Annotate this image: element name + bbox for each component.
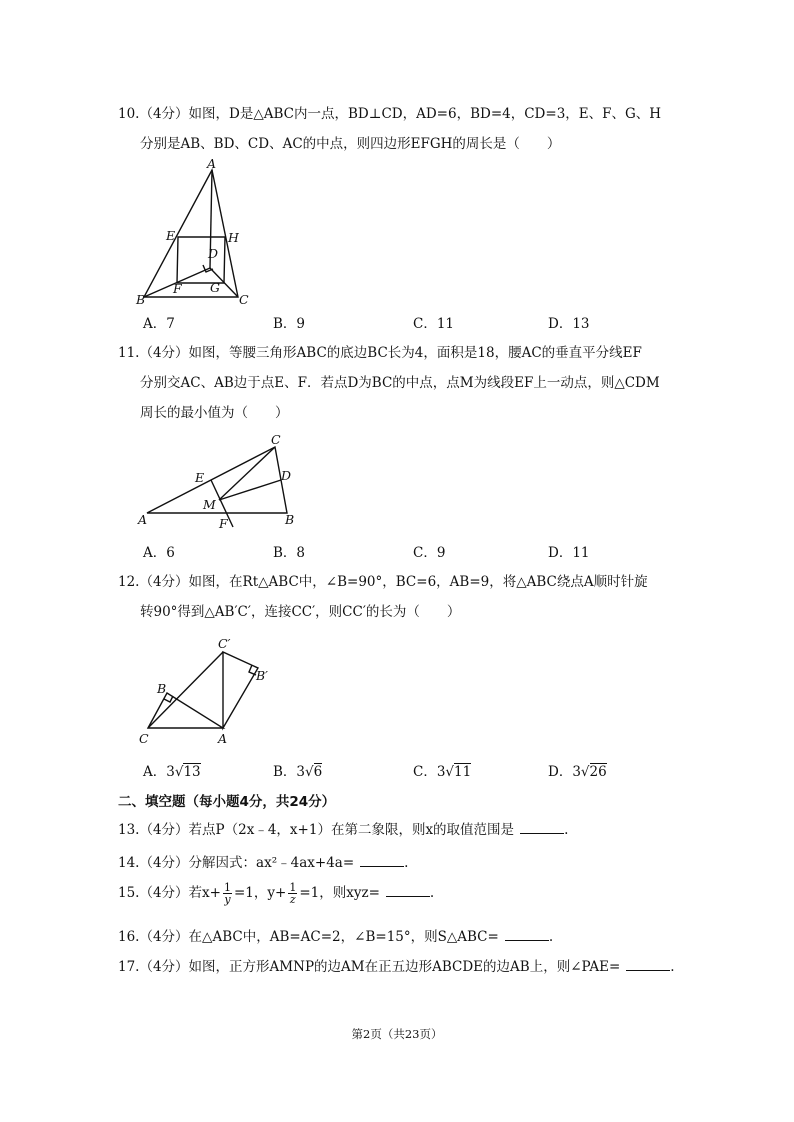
- section-heading: 二、填空题（每小题4分，共24分）: [118, 794, 336, 810]
- q11-option-d[interactable]: D．11: [548, 545, 590, 561]
- q13-text: 13.（4分）若点P（2x﹣4，x+1）在第二象限，则x的取值范围是: [118, 822, 515, 838]
- option-prefix: B．3: [273, 764, 306, 780]
- q15-post: =1，则xyz=: [299, 885, 380, 901]
- q12-figure: [130, 630, 280, 750]
- q10-figure: [130, 155, 260, 310]
- radicand: 6: [313, 764, 323, 780]
- answer-blank[interactable]: [626, 958, 670, 971]
- q10-line1: 10.（4分）如图，D是△ABC内一点，BD⊥CD，AD=6，BD=4，CD=3，E、F、G、H: [118, 106, 662, 122]
- answer-blank[interactable]: [360, 854, 404, 867]
- fraction-1-over-z: $\frac{1}{z}$: [289, 881, 297, 906]
- q16: 16.（4分）在△ABC中，AB=AC=2，∠B=15°，则S△ABC= .: [118, 929, 554, 945]
- q12-line1: 12.（4分）如图，在Rt△ABC中，∠B=90°，BC=6，AB=9，将△ABC绕点A顺时针旋: [118, 574, 648, 590]
- q15-pre: 15.（4分）若x+: [118, 885, 221, 901]
- q17: 17.（4分）如图，正方形AMNP的边AM在正五边形ABCDE的边AB上，则∠PAE= .: [118, 959, 675, 975]
- q14: 14.（4分）分解因式：ax²﹣4ax+4a= .: [118, 855, 409, 871]
- q11-line1: 11.（4分）如图，等腰三角形ABC的底边BC长为4，面积是18，腰AC的垂直平分线EF: [118, 345, 642, 361]
- label-f: F: [173, 281, 182, 296]
- answer-blank[interactable]: [520, 821, 564, 834]
- q12-line2: 转90°得到△AB′C′，连接CC′，则CC′的长为（ ）: [140, 604, 461, 620]
- sqrt-icon: √: [305, 764, 314, 780]
- q11-figure: [135, 430, 310, 535]
- q12-option-a[interactable]: [143, 760, 201, 780]
- q11-line3: 周长的最小值为（ ）: [140, 405, 289, 421]
- option-prefix: A．3: [143, 764, 175, 780]
- q11-line2: 分别交AC、AB边于点E、F．若点D为BC的中点，点M为线段EF上一动点，则△CDM: [140, 375, 660, 391]
- label-a: A: [138, 512, 148, 527]
- option-prefix: C．3: [413, 764, 446, 780]
- q11-option-a[interactable]: A．6: [143, 545, 175, 561]
- label-d: D: [208, 246, 219, 261]
- answer-blank[interactable]: [386, 884, 430, 897]
- label-c: C: [239, 292, 249, 307]
- triangle-ab-prime-c-prime: [223, 652, 258, 728]
- label-b: B: [285, 512, 295, 527]
- page-footer: 第2页（共23页）: [351, 1027, 443, 1041]
- segment-cm: [219, 447, 275, 500]
- sqrt-icon: √: [445, 764, 455, 780]
- sqrt-icon: √: [580, 764, 590, 780]
- label-c: C: [139, 731, 149, 746]
- q10-option-b[interactable]: B．9: [273, 316, 306, 332]
- label-a: A: [207, 156, 217, 171]
- label-m: M: [203, 497, 216, 512]
- q10-option-c[interactable]: C．11: [413, 316, 455, 332]
- q13: 13.（4分）若点P（2x﹣4，x+1）在第二象限，则x的取值范围是 .: [118, 822, 569, 838]
- q16-text: 16.（4分）在△ABC中，AB=AC=2，∠B=15°，则S△ABC=: [118, 929, 499, 945]
- label-b-prime: B′: [256, 668, 269, 683]
- label-d: D: [281, 468, 292, 483]
- q12-option-b[interactable]: [273, 760, 322, 780]
- q15-mid: =1，y+: [233, 885, 287, 901]
- q12-option-c[interactable]: [413, 760, 471, 780]
- q14-text: 14.（4分）分解因式：ax²﹣4ax+4a=: [118, 855, 355, 871]
- q15: 15.（4分）若x+ $\frac{1}{y}$ =1，y+ $\frac{1}{z}$ =1，则xyz= .: [118, 881, 435, 906]
- q10-line2: 分别是AB、BD、CD、AC的中点，则四边形EFGH的周长是（ ）: [140, 136, 561, 152]
- label-h: H: [228, 230, 239, 245]
- q17-text: 17.（4分）如图，正方形AMNP的边AM在正五边形ABCDE的边AB上，则∠PAE=: [118, 959, 621, 975]
- sqrt-icon: √: [174, 764, 184, 780]
- label-b: B: [136, 292, 146, 307]
- q10-option-a[interactable]: A．7: [143, 316, 175, 332]
- q12-option-d[interactable]: [548, 760, 607, 780]
- label-e: E: [195, 470, 205, 485]
- q11-option-c[interactable]: C．9: [413, 545, 446, 561]
- segment-dm: [219, 480, 281, 500]
- label-g: G: [210, 280, 220, 295]
- option-prefix: D．3: [548, 764, 581, 780]
- label-e: E: [166, 228, 176, 243]
- triangle-abc: [148, 693, 223, 728]
- radicand: 13: [183, 764, 201, 780]
- triangle-abc: [147, 447, 287, 513]
- label-a: A: [218, 731, 228, 746]
- radicand: 11: [454, 764, 472, 780]
- label-f: F: [219, 516, 228, 531]
- label-c: C: [271, 432, 281, 447]
- q11-option-b[interactable]: B．8: [273, 545, 306, 561]
- q10-option-d[interactable]: D．13: [548, 316, 590, 332]
- fraction-1-over-y: $\frac{1}{y}$: [223, 881, 231, 906]
- label-b: B: [157, 681, 167, 696]
- radicand: 26: [589, 764, 607, 780]
- label-c-prime: C′: [218, 636, 231, 651]
- answer-blank[interactable]: [505, 928, 549, 941]
